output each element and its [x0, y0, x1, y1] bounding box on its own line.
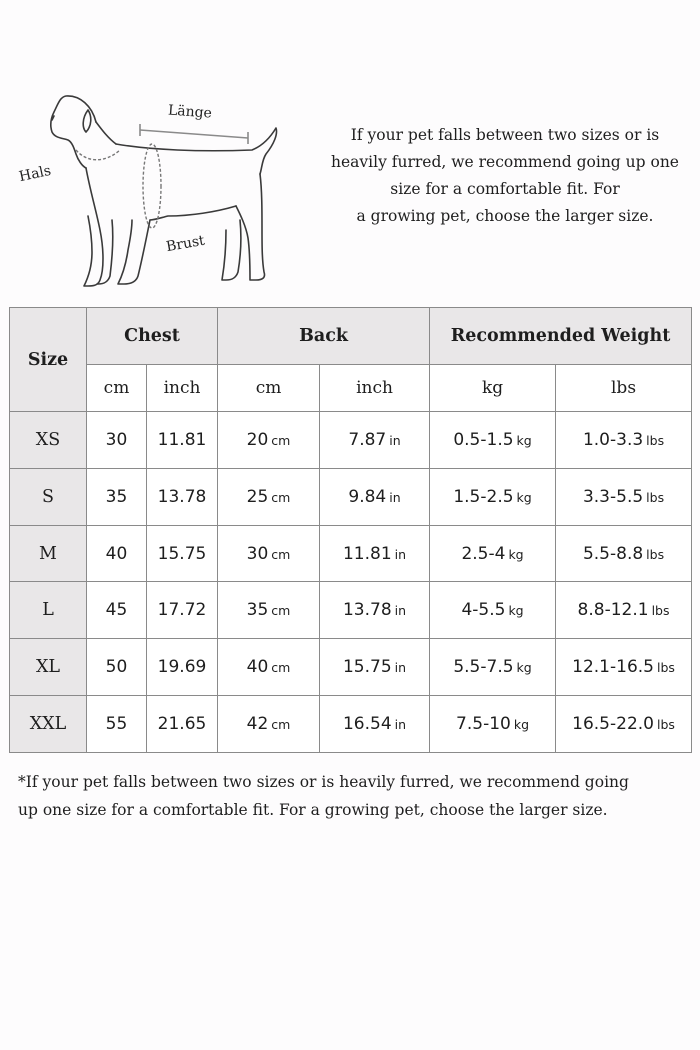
size-cell: M	[10, 525, 87, 582]
neck-measure-line	[76, 150, 120, 160]
neck-label: Hals	[17, 162, 53, 186]
fit-advice-line: heavily furred, we recommend going up one	[331, 153, 679, 171]
back-inch-cell	[320, 525, 430, 582]
value: 35	[246, 600, 269, 621]
size-cell: XL	[10, 639, 87, 696]
unit: in	[394, 660, 407, 676]
unit: kg	[513, 717, 530, 733]
back-inch-cell	[320, 582, 430, 639]
chest-inch-cell: 19.69	[147, 639, 218, 696]
unit: kg	[516, 432, 532, 448]
back-cm-cell	[218, 639, 320, 696]
size-cell: S	[10, 468, 87, 525]
size-cell: XS	[10, 412, 87, 469]
back-cm-cell	[218, 582, 320, 639]
chest-column-header: Chest	[87, 308, 218, 365]
back-inch-cell	[320, 412, 430, 469]
unit-header-row	[10, 365, 692, 412]
unit: cm	[271, 717, 291, 733]
value: 11.81	[342, 543, 392, 564]
size-chart-table	[9, 307, 692, 753]
value: 8.8-12.1	[577, 600, 649, 621]
size-column-header: Size	[10, 308, 87, 412]
weight-kg-cell	[430, 582, 556, 639]
weight-kg-cell	[430, 696, 556, 753]
value: 7.5-10	[456, 714, 511, 735]
unit: lbs	[656, 717, 675, 733]
chest-label: Brust	[164, 232, 206, 256]
unit-header: cm	[218, 365, 320, 412]
unit: lbs	[656, 660, 675, 676]
unit: cm	[271, 660, 291, 676]
value: 3.3-5.5	[582, 486, 644, 507]
back-cm-cell	[218, 696, 320, 753]
weight-lbs-cell	[556, 696, 692, 753]
unit-header: inch	[147, 365, 218, 412]
length-label: Länge	[167, 102, 213, 122]
back-column-header: Back	[218, 308, 430, 365]
chest-inch-cell: 21.65	[147, 696, 218, 753]
fit-advice-line: a growing pet, choose the larger size.	[356, 207, 654, 225]
chest-cm-cell: 55	[87, 696, 147, 753]
value: 1.0-3.3	[582, 429, 644, 450]
value: 30	[246, 543, 269, 564]
value: 13.78	[342, 600, 392, 621]
value: 0.5-1.5	[453, 429, 514, 450]
chest-cm-cell: 30	[87, 412, 147, 469]
table-row	[10, 582, 692, 639]
value: 20	[246, 429, 269, 450]
chest-cm-cell: 40	[87, 525, 147, 582]
back-cm-cell	[218, 468, 320, 525]
fit-advice-line: If your pet falls between two sizes or is	[350, 126, 660, 144]
value: 12.1-16.5	[572, 657, 654, 678]
unit-header: kg	[430, 365, 556, 412]
footnote	[18, 768, 688, 824]
table-row	[10, 639, 692, 696]
weight-lbs-cell	[556, 468, 692, 525]
fit-advice-text	[318, 122, 692, 230]
unit: cm	[271, 603, 291, 619]
weight-kg-cell	[430, 639, 556, 696]
table-header-row	[10, 308, 692, 365]
chest-cm-cell: 50	[87, 639, 147, 696]
value: 16.54	[342, 714, 392, 735]
value: 5.5-7.5	[453, 657, 514, 678]
unit: in	[394, 717, 407, 733]
unit: kg	[508, 546, 524, 562]
back-inch-cell	[320, 639, 430, 696]
weight-column-header: Recommended Weight	[430, 308, 692, 365]
weight-lbs-cell	[556, 639, 692, 696]
footnote-line: up one size for a comfortable fit. For a growing pet, choose the larger size.	[18, 801, 608, 819]
unit: in	[394, 603, 407, 619]
dog-outline-icon	[0, 80, 310, 310]
unit-header: inch	[320, 365, 430, 412]
weight-lbs-cell	[556, 582, 692, 639]
unit: cm	[271, 546, 291, 562]
back-inch-cell	[320, 468, 430, 525]
length-measure-line	[140, 124, 248, 144]
weight-kg-cell	[430, 525, 556, 582]
footnote-line: *If your pet falls between two sizes or is heavily furred, we recommend going	[18, 773, 629, 791]
table-row	[10, 525, 692, 582]
table-row	[10, 412, 692, 469]
value: 5.5-8.8	[582, 543, 644, 564]
chest-cm-cell: 45	[87, 582, 147, 639]
weight-lbs-cell	[556, 412, 692, 469]
fit-advice-line: size for a comfortable fit. For	[390, 180, 620, 198]
value: 16.5-22.0	[572, 714, 654, 735]
value: 40	[246, 657, 269, 678]
unit-header: cm	[87, 365, 147, 412]
value: 9.84	[348, 486, 387, 507]
unit: kg	[516, 660, 532, 676]
unit: in	[394, 546, 407, 562]
unit: kg	[508, 603, 524, 619]
value: 1.5-2.5	[453, 486, 514, 507]
back-cm-cell	[218, 525, 320, 582]
weight-lbs-cell	[556, 525, 692, 582]
unit: lbs	[646, 489, 665, 505]
weight-kg-cell	[430, 412, 556, 469]
unit-header: lbs	[556, 365, 692, 412]
unit: lbs	[646, 432, 665, 448]
unit: lbs	[651, 603, 670, 619]
value: 7.87	[348, 429, 387, 450]
size-cell: L	[10, 582, 87, 639]
chest-cm-cell: 35	[87, 468, 147, 525]
chest-inch-cell: 11.81	[147, 412, 218, 469]
unit: cm	[271, 432, 291, 448]
chest-inch-cell: 17.72	[147, 582, 218, 639]
back-inch-cell	[320, 696, 430, 753]
weight-kg-cell	[430, 468, 556, 525]
unit: in	[389, 489, 401, 505]
value: 15.75	[342, 657, 392, 678]
value: 25	[246, 486, 269, 507]
table-row	[10, 468, 692, 525]
value: 4-5.5	[461, 600, 506, 621]
chest-inch-cell: 15.75	[147, 525, 218, 582]
unit: kg	[516, 489, 532, 505]
unit: cm	[271, 489, 291, 505]
back-cm-cell	[218, 412, 320, 469]
unit: in	[389, 432, 401, 448]
dog-measurement-diagram	[0, 80, 310, 310]
unit: lbs	[646, 546, 665, 562]
table-row	[10, 696, 692, 753]
chest-inch-cell: 13.78	[147, 468, 218, 525]
value: 2.5-4	[461, 543, 506, 564]
value: 42	[246, 714, 269, 735]
size-cell: XXL	[10, 696, 87, 753]
chest-measure-line	[143, 144, 161, 228]
